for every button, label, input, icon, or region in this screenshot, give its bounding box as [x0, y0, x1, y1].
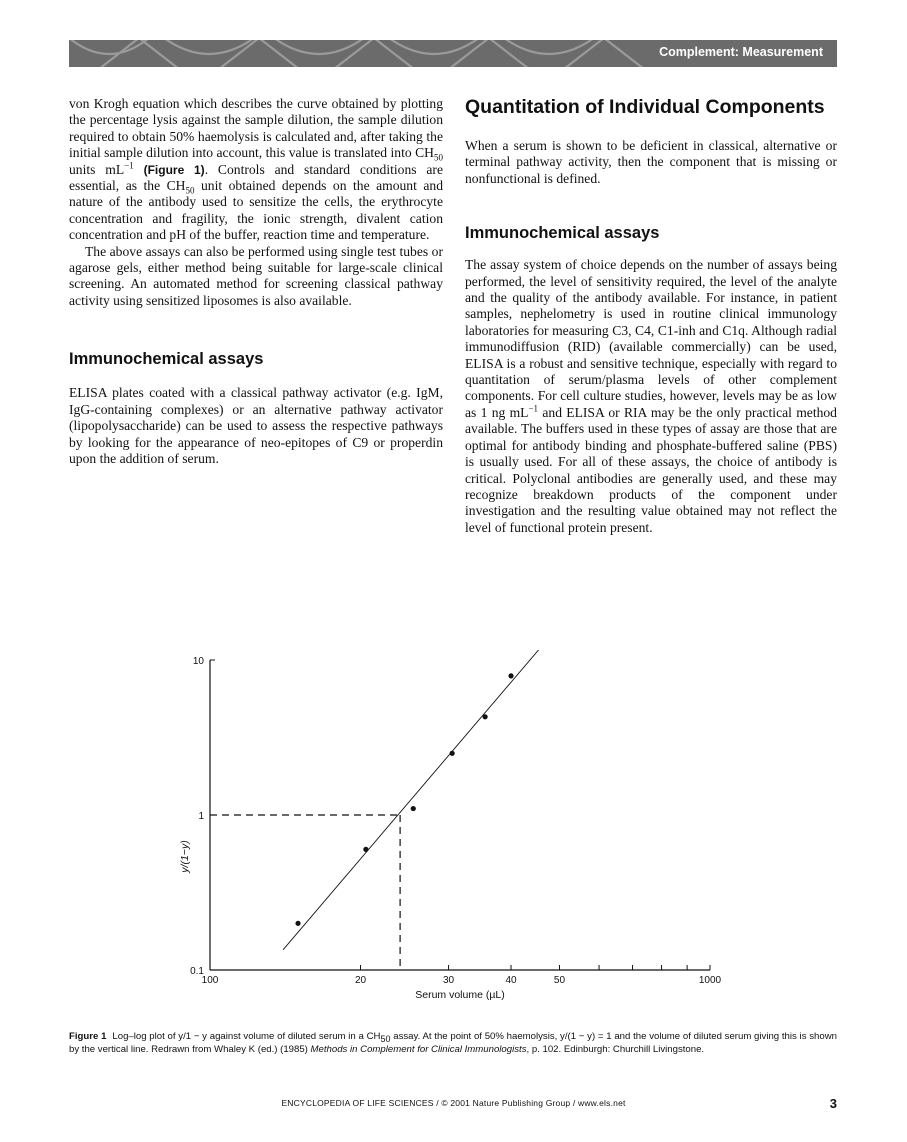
right-paragraph-1: When a serum is shown to be deficient in classical, alternative or terminal pathway activity, then the component that is missing or nonfunctional is defined.: [465, 138, 837, 186]
x-tick-label: 100: [201, 975, 219, 986]
running-header-banner: [69, 40, 837, 67]
x-axis-label: Serum volume (µL): [415, 989, 505, 1001]
x-tick-label: 40: [505, 975, 517, 986]
figure-1-chart: [160, 650, 740, 1010]
data-point: [483, 714, 488, 719]
figure-reference[interactable]: (Figure 1): [143, 162, 205, 177]
x-tick-label: 50: [553, 975, 566, 986]
y-tick-label: 0.1: [190, 966, 204, 977]
page-number: 3: [829, 1096, 837, 1111]
y-axis-label: y/(1−y): [179, 840, 191, 873]
data-point: [295, 921, 300, 926]
section-heading-main: Quantitation of Individual Components: [465, 96, 825, 118]
left-paragraph-3: ELISA plates coated with a classical pathway activator (e.g. IgM, IgG-containing complexes) or an alternative pathway activator (lipopolysaccharide) can be used to assess the respective pathways by looking for the appearance of neo-epitopes of C9 or properdin upon the addition of serum.: [69, 385, 443, 466]
fit-line: [283, 650, 541, 950]
left-paragraph-1: von Krogh equation which describes the curve obtained by plotting the percentage lysis against the sample dilution, the sample dilution required to obtain 50% haemolysis is calculated and, after taking the initial sample dilution into account, this value is translated into $CH_{50}$ units $mL^{-1}$ (Figure 1). Controls and standard conditions are essential, as the $CH_{50}$ unit obtained depends on the amount and nature of the antibody used to sensitize the cells, the erythrocyte concentration and fragility, the ionic strength, divalent cation concentration and pH of the buffer, reaction time and temperature.: [69, 96, 443, 243]
y-tick-label: 1: [198, 811, 204, 822]
y-tick-label: 10: [192, 656, 204, 667]
data-point: [508, 673, 513, 678]
caption-label: Figure 1: [69, 1031, 107, 1042]
figure-caption: Figure 1 Log–log plot of y/1 − y against volume of diluted serum in a $CH_{50}$ assay. At the point of 50% haemolysis, y/(1 − y) = 1 and the volume of diluted serum giving this is shown by the vertical line. Redrawn from Whaley K (ed.) (1985) Methods in Complement for Clinical Immunologists, p. 102. Edinburgh: Churchill Livingstone.: [69, 1031, 837, 1055]
x-tick-label: 20: [354, 975, 367, 986]
data-point: [450, 751, 455, 756]
right-section-heading: Immunochemical assays: [465, 224, 660, 243]
page-footer: ENCYCLOPEDIA OF LIFE SCIENCES / © 2001 Nature Publishing Group / www.els.net: [281, 1098, 626, 1108]
x-tick-label: 30: [442, 975, 455, 986]
data-point: [363, 847, 368, 852]
data-point: [411, 806, 416, 811]
left-paragraph-2: The above assays can also be performed using single test tubes or agarose gels, either method being suitable for large-scale clinical screening. An automated method for screening classical pathway activity using sensitized liposomes is also available.: [69, 243, 443, 308]
x-tick-label: 1000: [698, 975, 722, 986]
book-title: Methods in Complement for Clinical Immunologists: [310, 1043, 527, 1055]
running-title: Complement: Measurement: [659, 45, 823, 59]
right-paragraph-2: The assay system of choice depends on the number of assays being performed, the level of sensitivity required, the level of the analyte and the quality of the antibody available. For instance, in patient samples, nephelometry is used in routine clinical immunology laboratories for measuring C3, C4, C1-inh and C1q. Although radial immunodiffusion (RID) (available commercially) can be used, ELISA is a robust and sensitive technique, especially with regard to quantitation of serum/plasma levels of other complement components. For cell culture studies, however, levels may be as low as 1 ng $mL^{-1}$ and ELISA or RIA may be the only practical method available. The buffers used in these types of assay are those that are optimal for antibody binding and phosphate-buffered saline (PBS) is usually used. For all of these assays, the choice of antibody is critical. Polyclonal antibodies are generally used, and these may recognize breakdown products of the component under investigation and the resulting value obtained may not reflect the level of functional protein present.: [465, 257, 837, 535]
left-section-heading: Immunochemical assays: [69, 350, 264, 369]
right-column: [465, 96, 837, 536]
left-column: [69, 96, 443, 467]
